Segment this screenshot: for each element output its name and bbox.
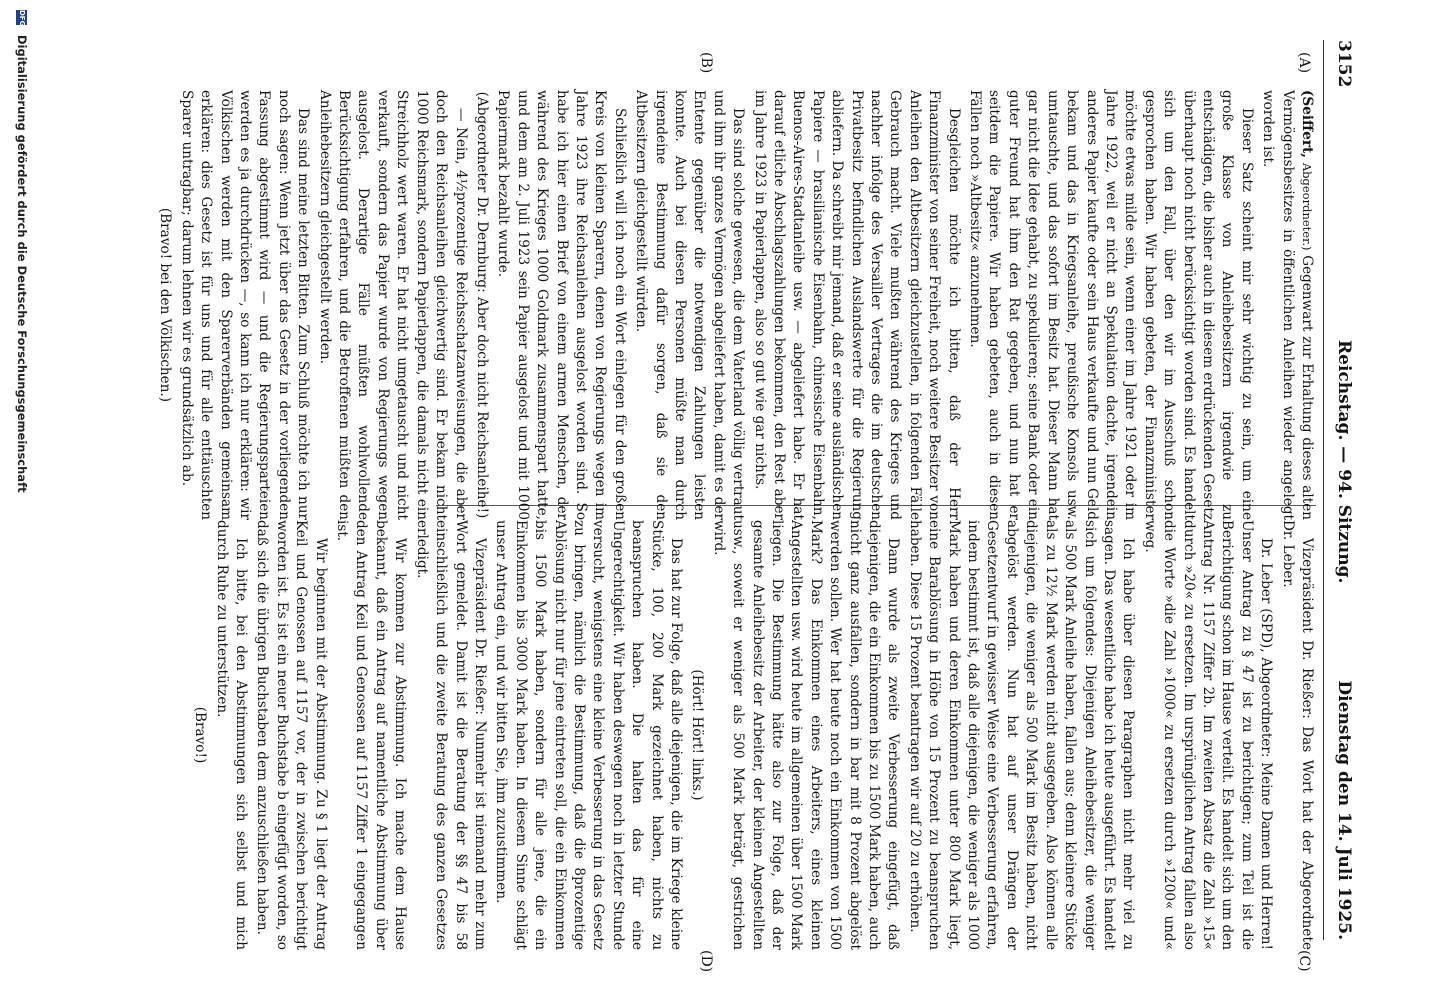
right-paragraph-2: Dr. Leber (SPD), Abgeordneter: Meine Damen und Herren! Unser Antrag zu § 47 ist zu berichtigen; zum Teil ist die Berichtigung schon im Hause verteilt. Es handelt sich um den Antrag Nr. 1157 Ziffer 2b. Im zweiten Absatz die Zahl »15« durch »20« zu ersetzen. Im ursprünglichen Antrag fallen also die Worte »die Zahl »1000« zu ersetzen durch »1200« und« weg. [1141, 520, 1275, 950]
margin-mark-b: (B) [698, 52, 714, 74]
speaker-name: (Seiffert, [1299, 90, 1315, 159]
dfg-logo: DFG [18, 10, 26, 27]
session-title: Reichstag. — 94. Sitzung. [1334, 340, 1354, 584]
left-paragraph-7: — Nein, 4½prozentige Reichsschatzanweisungen, die aber doch den Reichsanleihen gleichwertig sind. Er bekam nicht 1000 Reichsmark, sondern Papierlappen, die damals nicht ein Streichholz wert waren. Er hat nicht umgetauscht und nicht verkauft, sondern das Papier wurde von Regierungs wegen ausgelost. Derartige Fälle müßten wohlwollende Berücksichtigung erfahren, und die Betroffenen müßten den Anleihebesitzern gleichgestellt werden. [316, 90, 469, 520]
left-paragraph-1 [1258, 90, 1316, 520]
margin-mark-c: (C) [1296, 950, 1312, 972]
paragraph-text: Gegenwart zur Erhaltung dieses alten Vermögensbesitzes in öffentlichen Anleihen wieder angelegt worden ist. [1260, 90, 1315, 520]
right-column [188, 520, 1316, 950]
digitization-credit [15, 10, 29, 990]
header-rule [1323, 40, 1324, 940]
margin-mark-a: (A) [1296, 52, 1312, 74]
applause-note: (Bravo!) [192, 706, 209, 764]
right-paragraph-10: Ich bitte, bei den Abstimmungen sich selbst und mich durch Ruhe zu unterstützen. [213, 520, 250, 950]
page-header [1324, 40, 1364, 940]
interjection: (Abgeordneter Dr. Dernburg: Aber doch nicht Reichsanleihe!) [473, 91, 490, 519]
margin-mark-d: (D) [698, 950, 714, 973]
left-paragraph-5: Schließlich will ich noch ein Wort einlegen für den großen Kreis von kleinen Sparern, denen von Regierungs wegen im Jahre 1923 ihre Reichsanleihen ausgelost worden sind. So habe ich hier einen Brief von einem armen Menschen, der während des Krieges 1000 Goldmark zusammenspart hatte, und dem am 2. Juli 1923 sein Papier ausgelost und mit 1000 Papiermark bezahlt wurde. [495, 90, 628, 520]
right-paragraph-7: Vizepräsident Dr. Rießer: Nunmehr ist niemand mehr zum Wort gemeldet. Damit ist die Beratung der §§ 47 bis 58 einschließlich und die zweite Beratung des ganzen Gesetzes erledigt. [413, 520, 488, 950]
right-paragraph-6: Das hat zur Folge, daß alle diejenigen, die im Kriege kleine Stücke, 100, 200 Mark gezeichnet haben, nichts zu beanspruchen haben. Die halten das für eine Ungerechtigkeit. Wir haben deswegen noch in letzter Stunde versucht, wenigstens eine kleine Verbesserung in das Gesetz zu bringen, nämlich die Bestimmung, daß die 8prozentige Ablösung nicht nur für jene eintreten soll, die ein Einkommen bis 1500 Mark haben, sondern für alle jene, die ein Einkommen bis 3000 Mark haben. In diesem Sinne schlägt unser Antrag ein, und wir bitten Sie, ihm zuzustimmen. [493, 520, 684, 950]
left-paragraph-2: Dieser Satz scheint mir sehr wichtig zu sein, um eine große Klasse von Anleihebesitzern irgendwie zu entschädigen, die bisher auch in diesem erdrückenden Gesetz überhaupt noch nicht berücksichtigt worden sind. Es handelt sich um den Fall, über den wir im Ausschuß schon gesprochen haben. Wir haben gebeten, der Finanzminister möchte etwas milde sein, wenn einer im Jahre 1921 oder im Jahre 1922, weil er nicht an Spekulation dachte, irgendein anderes Papier kaufte oder sein Haus verkaufte und nun Geld bekam und das in Kriegsanleihe, preußische Konsols usw. umtauschte, und das sofort im Besitz hat. Dieser Mann hat gar nicht die Idee gehabt, zu spekulieren; seine Bank oder ein guter Freund hat ihm den Rat gegeben, und nun hat er seitdem die Papiere. Wir haben gebeten, auch in diesen Fällen noch »Altbesitz« anzunehmen. [967, 90, 1255, 520]
left-paragraph-8: Das sind meine letzten Bitten. Zum Schluß möchte ich nur noch sagen: Wenn jetzt über das Gesetz in der vorliegenden Fassung abgestimmt wird — und die Regierungsparteien werden es ja durchdrücken —, so kann ich nur erklären: wir Völkischen werden mit den Sparerverbänden gemeinsam erklären: dies Gesetz ist für uns und für alle enttäuschten Sparer untragbar; darum lehnen wir es grundsätzlich ab. [178, 90, 312, 520]
credit-text: Digitalisierung gefördert durch die Deutsche Forschungsgemeinschaft [15, 35, 29, 493]
right-paragraph-8: Wir kommen zur Abstimmung. Ich mache dem Hause bekannt, daß ein Antrag auf namentliche Abstimmung über den Antrag Keil und Genossen auf 1157 Ziffer 1 eingegangen ist. [334, 520, 409, 950]
session-date: Dienstag den 14. Juli 1925. [1334, 680, 1354, 940]
right-paragraph-3: Ich habe über diesen Paragraphen nicht mehr viel zu sagen. Das wesentliche habe ich heute ausgeführt. Es handelt sich um folgendes: Diejenigen Anleihebesitzer, die weniger als 500 Mark Anleihe haben, fallen aus; denn kleinere Stücke als zu 12½ Mark werden nicht ausgegeben. Also können alle diejenigen, die weniger als 500 Mark im Besitz haben, nicht abgelöst werden. Nun hat auf unser Drängen der Gesetzentwurf in gewisser Weise eine Verbesserung erfahren, indem bestimmt ist, daß alle diejenigen, die weniger als 1000 Mark haben und deren Einkommen unter 800 Mark liegt, eine Barablösung in Höhe von 15 Prozent zu beanspruchen haben. Diese 15 Prozent beantragen wir auf 20 zu erhöhen. [906, 520, 1137, 950]
interjection: (Hört! Hört! links.) [689, 669, 706, 801]
page-number: 3152 [1334, 40, 1354, 88]
right-paragraph-9: Wir beginnen mit der Abstimmung. Zu § 1 liegt der Antrag Keil und Genossen auf 1157 vor, der in zwischen berichtigt worden ist. Es ist ein neuer Buchstabe b eingefügt worden, so daß sich die übrigen Buchstaben dem anzuschließen haben. [254, 520, 329, 950]
right-paragraph-4: Dann wurde als zweite Verbesserung eingefügt, daß diejenigen, die ein Einkommen bis zu 1500 Mark haben, auch nicht ganz ausfallen, sondern in bar mit 8 Prozent abgelöst werden sollen. Wer hat heute noch ein Einkommen von 1500 Mark? Das Einkommen eines Arbeiters, eines kleinen Angestellten usw. wird heute im allgemeinen über 1500 Mark liegen. Die Bestimmung hätte also zur Folge, daß der gesamte Anleihebesitz der Arbeiter, der kleinen Angestellten usw., soweit er weniger als 500 Mark beträgt, gestrichen wird. [710, 520, 902, 950]
left-paragraph-4: Das sind solche gewesen, die dem Vaterland völlig vertraut und ihm ihr ganzes Vermögen abgeliefert haben, damit es der Entente gegenüber die notwendigen Zahlungen leisten konnte. Auch bei diesen Personen müßte man durch irgendeine Bestimmung dafür sorgen, daß sie den Altbesitzern gleichgestellt würden. [633, 90, 747, 520]
left-paragraph-3: Desgleichen möchte ich bitten, daß der Herr Finanzminister von seiner Freiheit, noch weitere Besitzer von Anleihen den Altbesitzern gleichzustellen, in folgenden Fälle Gebrauch macht. Viele mußten während des Krieges und nachher infolge des Versailler Vertrages die im deutschen Privatbesitz befindlichen Auslandswerte für die Regierung abliefern. Da schreibt mir jemand, daß er seine ausländischen Papiere — brasilianische Eisenbahn, chinesische Eisenbahn, Buenos-Aires-Stadtanleihe usw. — abgeliefert habe. Er hat darauf etliche Abschlagszahlungen bekommen, den Rest aber im Jahre 1923 in Papierlappen, also so gut wie gar nichts. [751, 90, 962, 520]
applause-note: (Bravo! bei den Völkischen.) [157, 207, 174, 403]
speaker-role: Abgeordneter.) [1300, 162, 1314, 251]
left-column [153, 90, 1316, 520]
right-paragraph-1: Vizepräsident Dr. Rießer: Das Wort hat der Abgeordnete Dr. Leber. [1279, 520, 1315, 950]
